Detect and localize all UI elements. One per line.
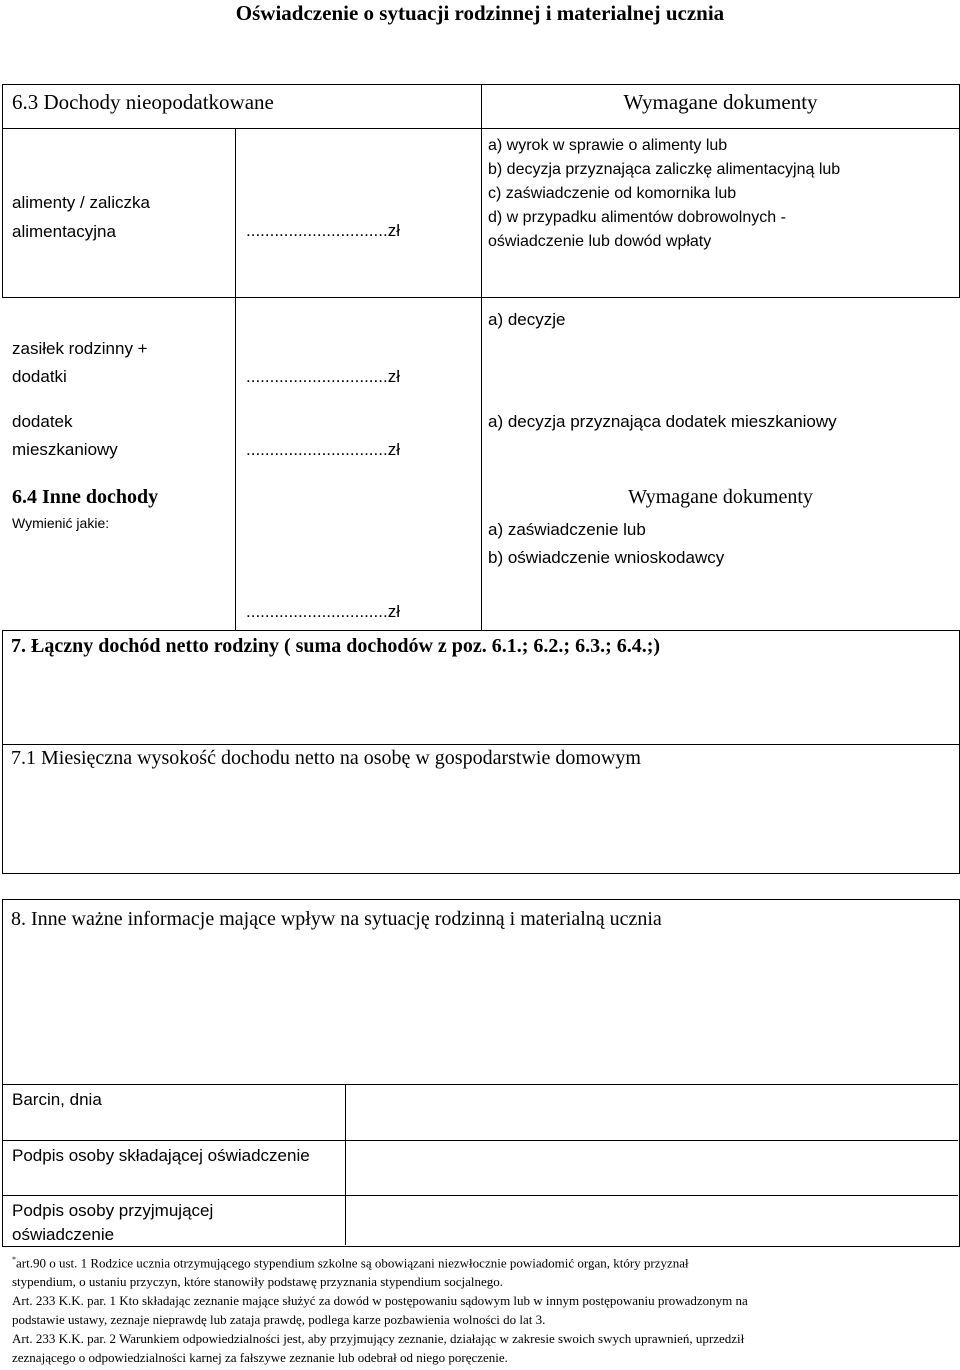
receiver-signature-label-line-1: Podpis osoby przyjmującej xyxy=(12,1201,214,1220)
housing-allowance-amount-field[interactable]: ..............................zł xyxy=(246,440,400,459)
footnote-mark: * xyxy=(12,1255,16,1264)
family-allowance-label-line-2: dodatki xyxy=(12,367,67,386)
signature-row-divider xyxy=(3,1140,958,1141)
place-date-label: Barcin, dnia xyxy=(12,1090,102,1109)
total-family-income-field[interactable] xyxy=(11,665,951,735)
footnote-art233-par1-line-2: podstawie ustawy, zeznaje nieprawdę lub zataja prawdę, podlega karze pozbawienia wolności do lat 3. xyxy=(12,1312,546,1328)
other-income-amount-field[interactable]: ..............................zł xyxy=(246,602,400,621)
footnotes xyxy=(12,1250,956,1367)
other-income-docs-list xyxy=(488,516,724,572)
housing-allowance-doc: a) decyzja przyznająca dodatek mieszkaniowy xyxy=(488,412,837,431)
document-title: Oświadczenie o sytuacji rodzinnej i materialnej ucznia xyxy=(235,1,725,25)
family-allowance-amount-field[interactable]: ..............................zł xyxy=(246,367,400,386)
receiver-signature-field[interactable] xyxy=(350,1199,954,1241)
footnote-art233-par2-line-2: zeznającego o odpowiedzialności karnej za fałszywe zeznanie lub odebrał od niego poręczenie. xyxy=(12,1350,508,1366)
section-7-1-heading: 7.1 Miesięczna wysokość dochodu netto na osobę w gospodarstwie domowym xyxy=(11,747,641,769)
footnote-art233-par1-line-1: Art. 233 K.K. par. 1 Kto składając zeznanie mające służyć za dowód w postępowaniu sądowym lub w innym postępowaniu prowadzonym na xyxy=(12,1293,748,1309)
applicant-signature-label: Podpis osoby składającej oświadczenie xyxy=(12,1146,310,1165)
place-date-field[interactable] xyxy=(350,1088,954,1136)
applicant-signature-field[interactable] xyxy=(350,1144,954,1192)
section-7-box xyxy=(2,630,960,745)
family-allowance-label-line-1: zasiłek rodzinny + xyxy=(12,339,148,358)
table-docs-divider xyxy=(481,84,482,630)
housing-allowance-label-line-2: mieszkaniowy xyxy=(12,440,118,459)
section-7-1-box xyxy=(2,743,960,874)
aliment-amount-field[interactable]: ..............................zł xyxy=(246,221,400,240)
section-8-heading: 8. Inne ważne informacje mające wpływ na sytuację rodzinną i materialną ucznia xyxy=(11,908,662,930)
footnote-art90-line-1: *art.90 o ust. 1 Rodzice ucznia otrzymującego stypendium szkolne są obowiązani niezwłocznie powiadomić organ, który przyznał xyxy=(12,1255,689,1271)
per-person-income-field[interactable] xyxy=(11,777,951,865)
signature-column-divider xyxy=(345,1084,346,1245)
aliment-doc-item: b) decyzja przyznająca zaliczkę alimentacyjną lub xyxy=(488,161,841,178)
other-income-doc-item: a) zaświadczenie lub xyxy=(488,520,646,539)
table-left-border xyxy=(2,84,3,298)
other-income-doc-item: b) oświadczenie wnioskodawcy xyxy=(488,548,725,567)
section-6-3-heading: 6.3 Dochody nieopodatkowane xyxy=(12,90,274,114)
aliment-doc-item: a) wyrok w sprawie o alimenty lub xyxy=(488,137,728,154)
signature-row-divider xyxy=(3,1195,958,1196)
housing-allowance-label-line-1: dodatek xyxy=(12,412,73,431)
aliment-doc-item: oświadczenie lub dowód wpłaty xyxy=(488,233,712,250)
family-allowance-doc: a) decyzje xyxy=(488,310,566,329)
aliment-doc-item: c) zaświadczenie od komornika lub xyxy=(488,185,737,202)
table-amount-divider xyxy=(235,128,236,630)
section-7-heading: 7. Łączny dochód netto rodziny ( suma dochodów z poz. 6.1.; 6.2.; 6.3.; 6.4.;) xyxy=(11,635,661,657)
aliment-docs-list xyxy=(488,134,840,254)
aliment-doc-item: d) w przypadku alimentów dobrowolnych - xyxy=(488,209,786,226)
signature-table-top xyxy=(3,1084,958,1085)
receiver-signature-label-line-2: oświadczenie xyxy=(12,1225,115,1244)
section-6-3-docs-heading: Wymagane dokumenty xyxy=(623,90,818,114)
footnote-art90-line-2: stypendium, o ustaniu przyczyn, które stanowiły podstawę przyznania stypendium socjalnego. xyxy=(12,1274,503,1290)
other-income-list-label: Wymienić jakie: xyxy=(12,515,110,531)
other-information-field[interactable] xyxy=(11,940,951,1070)
section-6-4-docs-heading: Wymagane dokumenty xyxy=(628,486,813,508)
aliment-label-line-1: alimenty / zaliczka xyxy=(12,193,150,212)
footnote-art233-par2-line-1: Art. 233 K.K. par. 2 Warunkiem odpowiedzialności jest, aby przyjmujący zeznanie, działając w zakresie swoich swych uprawnień, uprzedził xyxy=(12,1331,745,1347)
section-6-4-heading: 6.4 Inne dochody xyxy=(12,486,159,508)
aliment-label-line-2: alimentacyjna xyxy=(12,222,116,241)
